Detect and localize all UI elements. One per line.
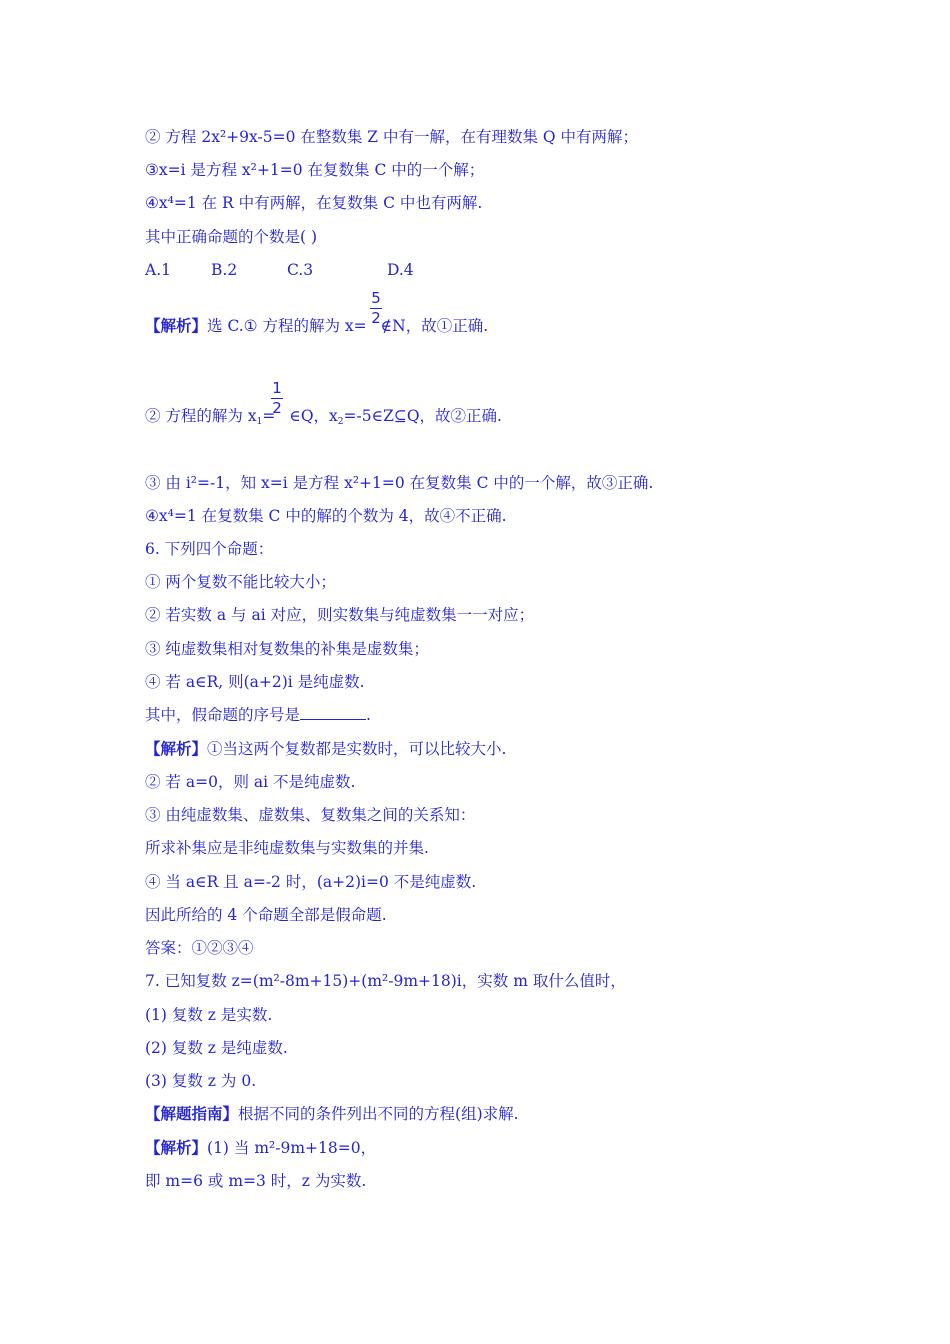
q5-option-d: D.4 xyxy=(387,261,414,279)
q5-option-b: B.2 xyxy=(211,261,238,279)
q6-question-text: 其中，假命题的序号是 xyxy=(145,706,301,724)
q5-option-c: C.3 xyxy=(287,261,314,279)
q6-question xyxy=(145,705,371,725)
q7-part-3: (3) 复数 z 为 0. xyxy=(145,1072,257,1090)
q6-analysis-2: ② 若 a=0，则 ai 不是纯虚数. xyxy=(145,773,356,791)
q6-statement-4: ④ 若 a∈R, 则(a+2)i 是纯虚数. xyxy=(145,673,365,691)
subscript-2: 2 xyxy=(337,417,344,427)
q5-analysis-2-pre: ② 方程的解为 x xyxy=(145,407,257,425)
q5-analysis-2 xyxy=(145,406,502,426)
fraction-denominator: 2 xyxy=(371,309,381,327)
fraction-numerator: 1 xyxy=(272,379,282,397)
q6-statement-3: ③ 纯虚数集相对复数集的补集是虚数集； xyxy=(145,640,429,658)
q5-question: 其中正确命题的个数是( ) xyxy=(145,228,318,246)
guide-label: 【解题指南】 xyxy=(145,1104,239,1123)
q6-statement-1: ① 两个复数不能比较大小； xyxy=(145,573,336,591)
q7-guide xyxy=(145,1104,519,1124)
q6-analysis-1-text: ①当这两个复数都是实数时，可以比较大小. xyxy=(207,740,507,758)
q6-title: 6. 下列四个命题： xyxy=(145,540,274,558)
subscript-1: 1 xyxy=(256,417,263,427)
q6-analysis-3: ③ 由纯虚数集、虚数集、复数集之间的关系知： xyxy=(145,806,476,824)
q6-analysis-6: 因此所给的 4 个命题全部是假命题. xyxy=(145,906,387,924)
q5-analysis-1 xyxy=(145,316,488,336)
q6-statement-2: ② 若实数 a 与 ai 对应，则实数集与纯虚数集一一对应； xyxy=(145,606,535,624)
analysis-label: 【解析】 xyxy=(145,1138,208,1157)
fraction-numerator: 5 xyxy=(371,289,381,307)
q7-analysis-2: 即 m=6 或 m=3 时，z 为实数. xyxy=(145,1172,367,1190)
fraction-1-over-2 xyxy=(270,380,284,417)
fraction-5-over-2 xyxy=(369,290,383,327)
q6-analysis-1 xyxy=(145,739,506,759)
q7-part-2: (2) 复数 z 是纯虚数. xyxy=(145,1039,288,1057)
analysis-label: 【解析】 xyxy=(145,316,208,335)
q5-option-a: A.1 xyxy=(145,261,171,279)
q6-analysis-5: ④ 当 a∈R 且 a=-2 时，(a+2)i=0 不是纯虚数. xyxy=(145,873,477,891)
answer-blank xyxy=(300,705,366,720)
q5-statement-3: ③x=i 是方程 x²+1=0 在复数集 C 中的一个解； xyxy=(145,161,485,179)
q5-options xyxy=(145,260,414,280)
q5-analysis-1-tail: ∉N，故①正确. xyxy=(380,317,489,335)
equals-sign: = xyxy=(262,407,276,425)
q6-analysis-4: 所求补集应是非纯虚数集与实数集的并集. xyxy=(145,839,429,857)
q5-analysis-4: ④x⁴=1 在复数集 C 中的解的个数为 4，故④不正确. xyxy=(145,507,507,525)
q7-analysis-1 xyxy=(145,1138,376,1158)
q5-analysis-1-text: 选 C.① 方程的解为 x= xyxy=(207,317,367,335)
q5-analysis-3: ③ 由 i²=-1，知 x=i 是方程 x²+1=0 在复数集 C 中的一个解，故③正确. xyxy=(145,474,654,492)
q6-question-end: . xyxy=(366,706,371,724)
q5-statement-2: ② 方程 2x²+9x-5=0 在整数集 Z 中有一解，在有理数集 Q 中有两解； xyxy=(145,128,639,146)
q5-analysis-2-mid: ∈Q，x xyxy=(289,407,338,425)
q5-analysis-2-tail: =-5∈Z⊆Q，故②正确. xyxy=(343,407,502,425)
q7-guide-text: 根据不同的条件列出不同的方程(组)求解. xyxy=(238,1105,519,1123)
fraction-denominator: 2 xyxy=(272,399,282,417)
q6-answer: 答案：①②③④ xyxy=(145,939,254,957)
q7-analysis-1-text: (1) 当 m²-9m+18=0， xyxy=(207,1139,377,1157)
analysis-label: 【解析】 xyxy=(145,739,208,758)
q7-part-1: (1) 复数 z 是实数. xyxy=(145,1006,273,1024)
q5-statement-4: ④x⁴=1 在 R 中有两解，在复数集 C 中也有两解. xyxy=(145,194,483,212)
q7-title: 7. 已知复数 z=(m²-8m+15)+(m²-9m+18)i，实数 m 取什么值时， xyxy=(145,972,626,990)
